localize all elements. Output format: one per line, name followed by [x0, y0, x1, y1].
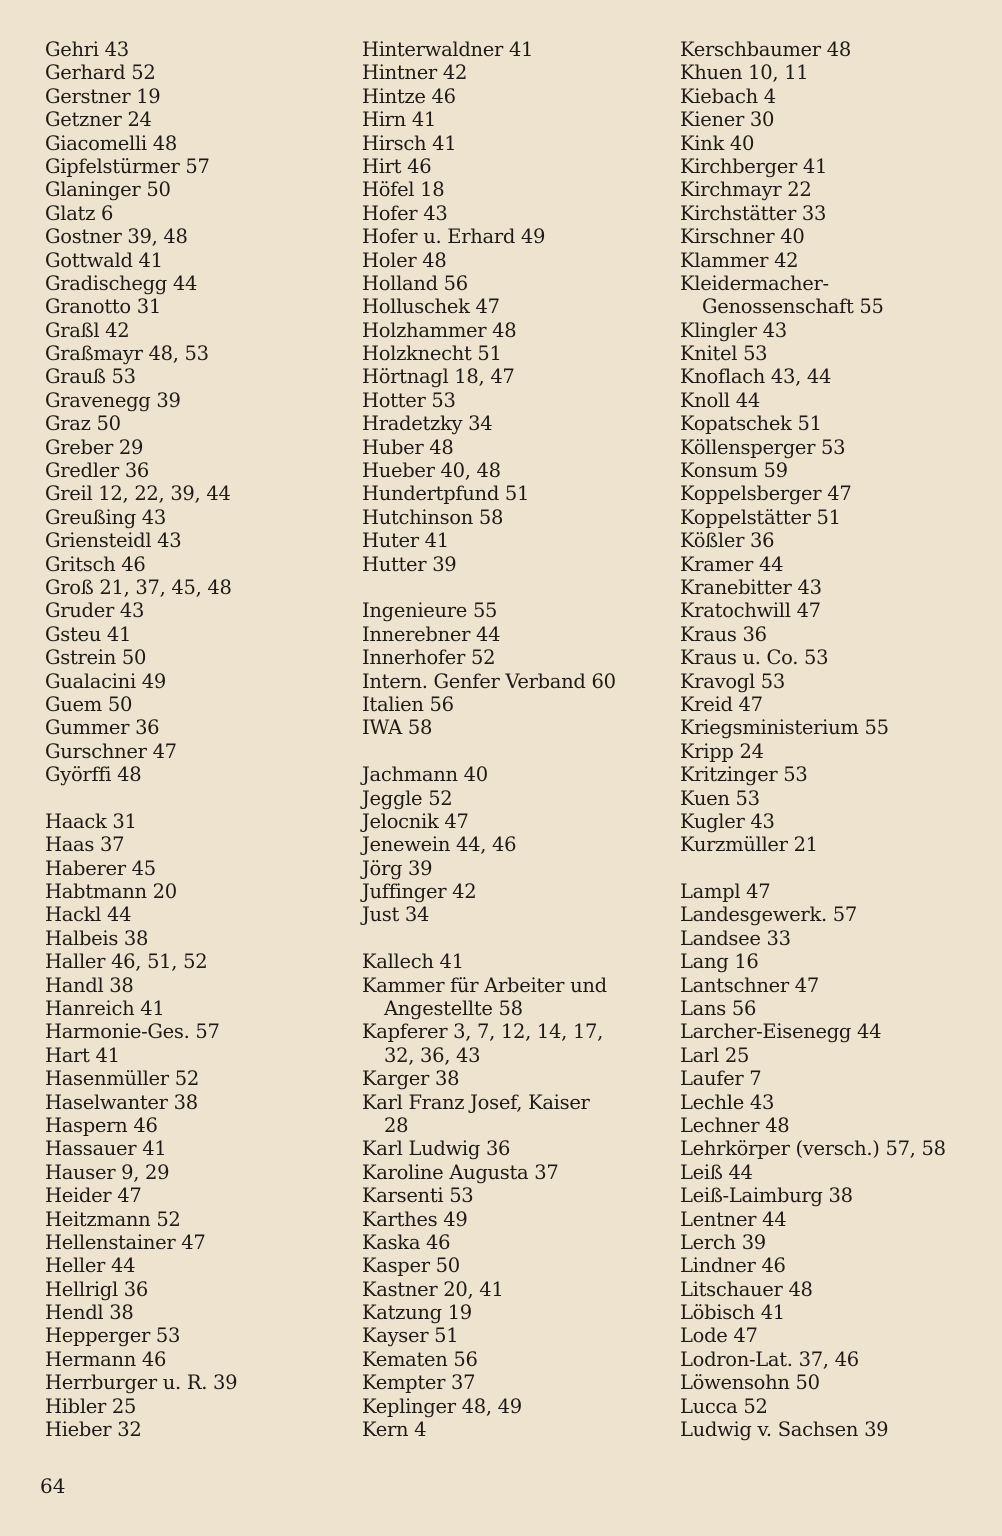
index-entry: Kerschbaumer 48: [680, 38, 851, 61]
letter-group-gap: [362, 576, 662, 599]
index-entry: Ingenieure 55: [362, 599, 498, 623]
index-entry: Lang 16: [680, 950, 759, 974]
index-entry: Hassauer 41: [45, 1137, 167, 1161]
index-entry: Karoline Augusta 37: [362, 1160, 559, 1184]
index-entry: Lerch 39: [680, 1230, 766, 1254]
index-entry: Knitel 53: [680, 342, 768, 366]
index-entry: Gstrein 50: [45, 646, 147, 670]
index-entry: Konsum 59: [680, 459, 788, 483]
index-entry: Kiebach 4: [680, 84, 776, 108]
index-entry: 28: [384, 1113, 409, 1137]
index-entry: Litschauer 48: [680, 1277, 813, 1301]
index-entry: Innerhofer 52: [362, 646, 496, 670]
index-entry: Kramer 44: [680, 552, 784, 576]
index-entry: Katzung 19: [362, 1301, 472, 1325]
index-entry: Guem 50: [45, 692, 133, 716]
index-entry: Groß 21, 37, 45, 48: [45, 575, 232, 599]
index-entry: Jenewein 44, 46: [362, 833, 517, 857]
index-entry: Hart 41: [45, 1043, 120, 1067]
index-entry: Kink 40: [680, 131, 755, 155]
index-entry: Klingler 43: [680, 318, 787, 342]
index-entry: Hirt 46: [362, 154, 432, 178]
index-column-3: [680, 38, 1000, 1441]
index-entry: Leiß 44: [680, 1160, 753, 1184]
index-entry: Haas 37: [45, 833, 125, 857]
index-entry: Kapferer 3, 7, 12, 14, 17,: [362, 1020, 604, 1044]
letter-group-gap: [680, 857, 1000, 880]
index-entry: Jelocnik 47: [362, 809, 469, 833]
index-entry: Gualacini 49: [45, 669, 166, 693]
index-entry: Habtmann 20: [45, 880, 177, 904]
index-entry: Innerebner 44: [362, 622, 501, 646]
index-entry: Juffinger 42: [362, 880, 477, 904]
index-entry: Landsee 33: [680, 926, 791, 950]
index-entry: Kirschner 40: [680, 225, 805, 249]
index-entry: Kranebitter 43: [680, 575, 822, 599]
index-entry: Gredler 36: [45, 459, 150, 483]
index-entry: Granotto 31: [45, 295, 161, 319]
index-entry: Handl 38: [45, 973, 134, 997]
index-entry: Harmonie-Ges. 57: [45, 1020, 220, 1044]
index-entry: Koppelstätter 51: [680, 505, 841, 529]
index-entry: Halbeis 38: [45, 926, 149, 950]
index-entry: Keplinger 48, 49: [362, 1394, 522, 1418]
index-entry: Holzhammer 48: [362, 318, 517, 342]
index-entry: Just 34: [362, 903, 430, 927]
index-entry: Kößler 36: [680, 529, 775, 553]
index-entry: Karsenti 53: [362, 1184, 474, 1208]
index-entry: Kirchberger 41: [680, 154, 828, 178]
index-entry: Haselwanter 38: [45, 1090, 198, 1114]
letter-group-gap: [45, 787, 345, 810]
index-entry: Karger 38: [362, 1067, 460, 1091]
index-entry: Lindner 46: [680, 1254, 786, 1278]
index-entry: Hueber 40, 48: [362, 459, 501, 483]
index-entry: Glaninger 50: [45, 178, 171, 202]
index-entry: 32, 36, 43: [384, 1043, 481, 1067]
index-entry: Ludwig v. Sachsen 39: [680, 1418, 889, 1442]
index-entry: Lentner 44: [680, 1207, 787, 1231]
index-entry: Kaska 46: [362, 1230, 451, 1254]
index-entry: Gsteu 41: [45, 622, 132, 646]
index-entry: Hofer 43: [362, 201, 448, 225]
index-entry: Hofer u. Erhard 49: [362, 225, 546, 249]
index-entry: Hieber 32: [45, 1418, 142, 1442]
index-entry: Knoll 44: [680, 388, 760, 412]
index-entry: Hutchinson 58: [362, 505, 504, 529]
index-entry: Jachmann 40: [362, 763, 488, 787]
index-entry: Landesgewerk. 57: [680, 903, 857, 927]
index-entry: Karthes 49: [362, 1207, 468, 1231]
index-entry: Heller 44: [45, 1254, 136, 1278]
index-entry: Gipfelstürmer 57: [45, 154, 210, 178]
index-entry: Hutter 39: [362, 552, 457, 576]
index-entry: Lampl 47: [680, 880, 771, 904]
index-entry: Kempter 37: [362, 1371, 476, 1395]
index-entry: Hundertpfund 51: [362, 482, 530, 506]
index-entry: Kugler 43: [680, 809, 775, 833]
index-entry: Karl Ludwig 36: [362, 1137, 511, 1161]
index-entry: Kleidermacher-: [680, 271, 829, 295]
index-entry: Graßmayr 48, 53: [45, 342, 209, 366]
index-entry: Hepperger 53: [45, 1324, 181, 1348]
index-entry: Herrburger u. R. 39: [45, 1371, 238, 1395]
index-column-1: [45, 38, 345, 1441]
index-entry: Kritzinger 53: [680, 763, 808, 787]
index-entry: Hackl 44: [45, 903, 132, 927]
index-entry: Hirn 41: [362, 108, 437, 132]
index-entry: Larcher-Eisenegg 44: [680, 1020, 882, 1044]
index-entry: Kopatschek 51: [680, 412, 822, 436]
index-entry: Knoflach 43, 44: [680, 365, 832, 389]
index-entry: Heitzmann 52: [45, 1207, 181, 1231]
index-entry: Karl Franz Josef, Kaiser: [362, 1090, 590, 1114]
index-entry: Griensteidl 43: [45, 529, 182, 553]
index-entry: Kallech 41: [362, 950, 464, 974]
index-entry: Gravenegg 39: [45, 388, 181, 412]
index-entry: Haspern 46: [45, 1113, 158, 1137]
index-entry: Gritsch 46: [45, 552, 146, 576]
index-entry: Kripp 24: [680, 739, 764, 763]
index-entry: Kraus 36: [680, 622, 767, 646]
index-entry: Löbisch 41: [680, 1301, 785, 1325]
index-entry: Intern. Genfer Verband 60: [362, 669, 616, 693]
index-entry: Hradetzky 34: [362, 412, 493, 436]
letter-group-gap: [362, 740, 662, 763]
index-entry: Klammer 42: [680, 248, 799, 272]
index-entry: Lechner 48: [680, 1113, 790, 1137]
index-entry: Kirchmayr 22: [680, 178, 812, 202]
index-entry: Kravogl 53: [680, 669, 786, 693]
index-entry: Kurzmüller 21: [680, 833, 818, 857]
index-entry: Kammer für Arbeiter und: [362, 973, 607, 997]
index-entry: Gostner 39, 48: [45, 225, 188, 249]
index-entry: Gurschner 47: [45, 739, 177, 763]
index-entry: Getzner 24: [45, 108, 152, 132]
index-entry: Kern 4: [362, 1418, 427, 1442]
index-column-2: [362, 38, 662, 1441]
index-entry: Larl 25: [680, 1043, 750, 1067]
index-entry: Lucca 52: [680, 1394, 768, 1418]
index-entry: Khuen 10, 11: [680, 61, 809, 85]
index-entry: Kematen 56: [362, 1347, 478, 1371]
index-entry: IWA 58: [362, 716, 433, 740]
index-entry: Hellenstainer 47: [45, 1230, 206, 1254]
index-entry: Kreid 47: [680, 692, 763, 716]
index-entry: Gottwald 41: [45, 248, 163, 272]
index-entry: Koppelsberger 47: [680, 482, 852, 506]
index-entry: Hinterwaldner 41: [362, 38, 534, 61]
index-entry: Graßl 42: [45, 318, 130, 342]
index-entry: Giacomelli 48: [45, 131, 177, 155]
index-entry: Hermann 46: [45, 1347, 167, 1371]
index-entry: Kayser 51: [362, 1324, 459, 1348]
index-entry: Lode 47: [680, 1324, 758, 1348]
index-entry: Hibler 25: [45, 1394, 137, 1418]
index-entry: Huter 41: [362, 529, 449, 553]
index-entry: Hasenmüller 52: [45, 1067, 199, 1091]
index-entry: Haberer 45: [45, 856, 156, 880]
index-entry: Hintner 42: [362, 61, 468, 85]
index-entry: Lechle 43: [680, 1090, 775, 1114]
index-entry: Jörg 39: [362, 856, 433, 880]
index-entry: Györffi 48: [45, 763, 142, 787]
index-entry: Hörtnagl 18, 47: [362, 365, 515, 389]
index-entry: Hellrigl 36: [45, 1277, 149, 1301]
index-entry: Lehrkörper (versch.) 57, 58: [680, 1137, 946, 1161]
index-entry: Greil 12, 22, 39, 44: [45, 482, 231, 506]
index-entry: Kasper 50: [362, 1254, 460, 1278]
index-entry: Leiß-Laimburg 38: [680, 1184, 853, 1208]
index-entry: Kirchstätter 33: [680, 201, 827, 225]
index-entry: Höfel 18: [362, 178, 445, 202]
index-entry: Hanreich 41: [45, 997, 165, 1021]
index-entry: Kastner 20, 41: [362, 1277, 504, 1301]
index-entry: Laufer 7: [680, 1067, 762, 1091]
index-entry: Hendl 38: [45, 1301, 134, 1325]
index-entry: Köllensperger 53: [680, 435, 846, 459]
index-entry: Huber 48: [362, 435, 454, 459]
index-entry: Holzknecht 51: [362, 342, 502, 366]
index-entry: Gehri 43: [45, 38, 129, 61]
index-entry: Heider 47: [45, 1184, 142, 1208]
index-entry: Hirsch 41: [362, 131, 457, 155]
index-entry: Lantschner 47: [680, 973, 819, 997]
index-entry: Genossenschaft 55: [702, 295, 884, 319]
index-entry: Gradischegg 44: [45, 271, 198, 295]
index-entry: Glatz 6: [45, 201, 114, 225]
index-entry: Kiener 30: [680, 108, 775, 132]
index-entry: Gruder 43: [45, 599, 145, 623]
index-entry: Kraus u. Co. 53: [680, 646, 829, 670]
index-entry: Graz 50: [45, 412, 121, 436]
index-entry: Gerhard 52: [45, 61, 156, 85]
index-entry: Lodron-Lat. 37, 46: [680, 1347, 859, 1371]
index-entry: Haller 46, 51, 52: [45, 950, 208, 974]
index-entry: Greußing 43: [45, 505, 167, 529]
index-entry: Greber 29: [45, 435, 144, 459]
index-entry: Kratochwill 47: [680, 599, 821, 623]
index-entry: Hintze 46: [362, 84, 456, 108]
index-entry: Gummer 36: [45, 716, 160, 740]
index-entry: Lans 56: [680, 997, 757, 1021]
index-entry: Jeggle 52: [362, 786, 453, 810]
index-entry: Gerstner 19: [45, 84, 161, 108]
index-entry: Kriegsministerium 55: [680, 716, 889, 740]
letter-group-gap: [362, 927, 662, 950]
index-entry: Haack 31: [45, 809, 137, 833]
index-entry: Angestellte 58: [384, 997, 523, 1021]
index-entry: Hauser 9, 29: [45, 1160, 170, 1184]
page-number: 64: [40, 1474, 66, 1498]
index-entry: Grauß 53: [45, 365, 136, 389]
index-entry: Holluschek 47: [362, 295, 500, 319]
index-entry: Löwensohn 50: [680, 1371, 820, 1395]
index-entry: Italien 56: [362, 692, 454, 716]
index-entry: Holland 56: [362, 271, 468, 295]
index-entry: Kuen 53: [680, 786, 760, 810]
index-entry: Holer 48: [362, 248, 447, 272]
index-entry: Hotter 53: [362, 388, 456, 412]
